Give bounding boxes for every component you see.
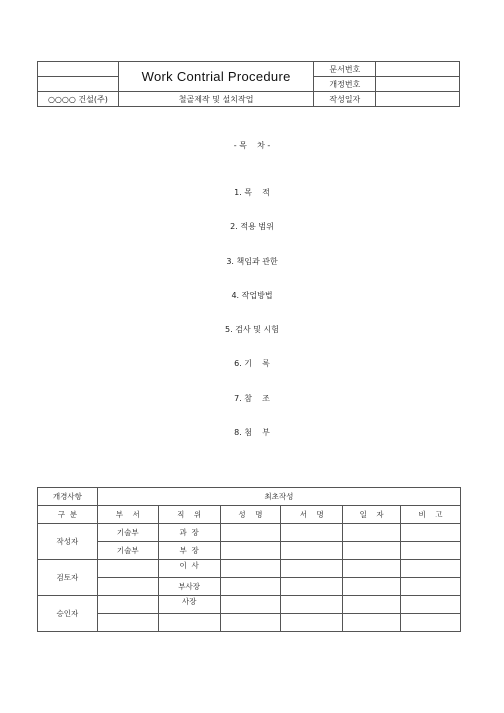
position-cell: 부사장 — [158, 578, 220, 596]
signature-cell[interactable] — [281, 524, 343, 542]
signature-cell[interactable] — [281, 542, 343, 560]
document-header-table — [37, 61, 460, 107]
toc-item: 2. 적용 범위 — [230, 222, 274, 232]
name-cell[interactable] — [220, 614, 281, 632]
date-cell[interactable] — [343, 614, 401, 632]
approval-table — [37, 487, 461, 632]
name-cell[interactable] — [220, 578, 281, 596]
date-cell[interactable] — [343, 596, 401, 614]
document-subject: 철골제작 및 설치작업 — [118, 92, 314, 107]
toc-item: 4. 작업방법 — [231, 290, 273, 300]
signature-cell[interactable] — [281, 614, 343, 632]
toc-item: 8. 첨 부 — [234, 428, 270, 438]
signature-cell[interactable] — [281, 560, 343, 578]
approver-label: 승인자 — [38, 596, 98, 632]
name-cell[interactable] — [220, 560, 281, 578]
name-cell[interactable] — [220, 524, 281, 542]
remarks-cell[interactable] — [401, 560, 461, 578]
column-header: 부 서 — [97, 506, 158, 524]
position-cell — [158, 614, 220, 632]
doc-number-label: 문서번호 — [314, 62, 376, 77]
toc-item: 7. 참 조 — [234, 393, 270, 403]
toc-heading: - 목 차 - — [233, 141, 271, 150]
toc-item: 5. 검사 및 시험 — [225, 325, 279, 335]
column-header: 직 위 — [158, 506, 220, 524]
dept-cell[interactable] — [97, 560, 158, 578]
position-cell: 과 장 — [158, 524, 220, 542]
signature-cell[interactable] — [281, 578, 343, 596]
column-header: 성 명 — [220, 506, 281, 524]
position-cell: 부 장 — [158, 542, 220, 560]
toc-item: 3. 책임과 관한 — [226, 256, 278, 266]
dept-cell: 기술부 — [97, 524, 158, 542]
name-cell[interactable] — [220, 542, 281, 560]
reviewer-label: 검토자 — [38, 560, 98, 596]
toc-item: 1. 목 적 — [234, 188, 270, 197]
toc-item: 6. 기 록 — [234, 359, 270, 369]
revision-number-value[interactable] — [376, 77, 460, 92]
revision-history-label: 개경사항 — [38, 488, 98, 506]
remarks-cell[interactable] — [401, 524, 461, 542]
remarks-cell[interactable] — [401, 596, 461, 614]
document-title: Work Contrial Procedure — [118, 62, 314, 92]
doc-number-value[interactable] — [376, 62, 460, 77]
toc-list — [0, 187, 504, 461]
signature-cell[interactable] — [281, 596, 343, 614]
remarks-cell[interactable] — [401, 614, 461, 632]
date-value[interactable] — [376, 92, 460, 107]
author-label: 작성자 — [38, 524, 98, 560]
company-name: ○○○○ 건설(주) — [38, 92, 119, 107]
name-cell[interactable] — [220, 596, 281, 614]
header-empty-cell — [38, 77, 119, 92]
date-label: 작성일자 — [314, 92, 376, 107]
dept-cell[interactable] — [97, 614, 158, 632]
column-header: 비 고 — [401, 506, 461, 524]
column-header: 일 자 — [343, 506, 401, 524]
remarks-cell[interactable] — [401, 578, 461, 596]
dept-cell: 기술부 — [97, 542, 158, 560]
column-header: 서 명 — [281, 506, 343, 524]
remarks-cell[interactable] — [401, 542, 461, 560]
header-empty-cell — [38, 62, 119, 77]
revision-number-label: 개정번호 — [314, 77, 376, 92]
date-cell[interactable] — [343, 560, 401, 578]
column-header: 구 분 — [38, 506, 98, 524]
position-cell: 사장 — [158, 596, 220, 614]
date-cell[interactable] — [343, 542, 401, 560]
position-cell: 이 사 — [158, 560, 220, 578]
date-cell[interactable] — [343, 524, 401, 542]
date-cell[interactable] — [343, 578, 401, 596]
dept-cell[interactable] — [97, 596, 158, 614]
dept-cell[interactable] — [97, 578, 158, 596]
initial-draft-label: 최초작성 — [97, 488, 460, 506]
